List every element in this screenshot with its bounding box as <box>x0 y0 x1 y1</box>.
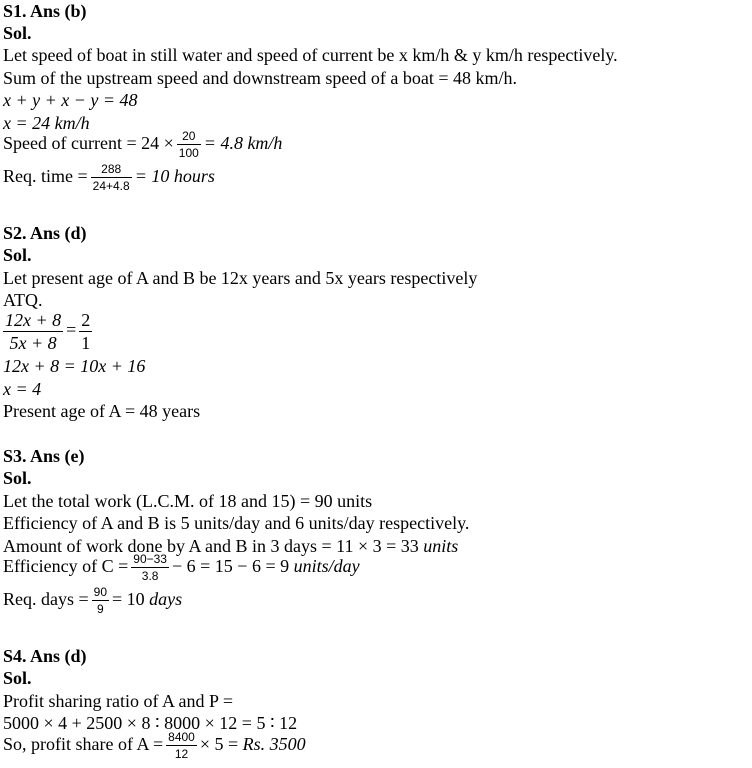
s1-line-5-fraction <box>177 130 201 160</box>
s3-line-3-unit: units <box>423 536 459 556</box>
s1-line-5-num: 20 <box>177 130 201 145</box>
s1-line-5-den: 100 <box>178 146 199 160</box>
s2-line-2: ATQ. <box>3 290 43 310</box>
s3-sol-label: Sol. <box>3 468 32 488</box>
s3-line-3-pre: Amount of work done by A and B in 3 days = 11 × 3 = 33 <box>3 536 419 556</box>
s3-line-4-fraction <box>131 553 169 583</box>
s1-heading: S1. Ans (b) <box>3 1 87 21</box>
s2-sol-label: Sol. <box>3 245 32 265</box>
s3-line-5 <box>3 586 182 616</box>
s3-line-5-den: 9 <box>96 602 104 616</box>
s2-line-5: Present age of A = 48 years <box>3 401 201 421</box>
s1-sol-label: Sol. <box>3 23 32 43</box>
s2-left-den: 5x + 8 <box>9 333 57 353</box>
s3-line-5-post: = 10 <box>112 589 145 610</box>
s4-line-2: 5000 × 4 + 2500 × 8 ∶ 8000 × 12 = 5 ∶ 12 <box>3 713 298 733</box>
s3-heading: S3. Ans (e) <box>3 446 85 466</box>
s3-line-4 <box>3 553 360 583</box>
s3-line-2: Efficiency of A and B is 5 units/day and 6 units/day respectively. <box>3 513 470 533</box>
s1-line-4: x = 24 km/h <box>3 113 90 133</box>
s2-line-1: Let present age of A and B be 12x years and 5x years respectively <box>3 268 478 288</box>
s4-line-3-num: 8400 <box>168 730 195 744</box>
s1-line-3: x + y + x − y = 48 <box>3 90 138 110</box>
s2-right-fraction <box>79 309 92 354</box>
s2-equals: = <box>66 319 77 340</box>
s2-line-4: x = 4 <box>3 379 42 399</box>
s4-line-3 <box>3 731 306 761</box>
s1-line-5 <box>3 130 282 160</box>
s4-line-3-den: 12 <box>174 747 189 761</box>
s1-line-6-num: 288 <box>91 163 132 178</box>
s2-left-num: 12x + 8 <box>5 310 62 330</box>
s4-sol-label: Sol. <box>3 668 32 688</box>
s2-line-3: 12x + 8 = 10x + 16 <box>3 356 146 376</box>
s3-line-5-unit: days <box>149 589 183 610</box>
s1-line-6-post: = 10 hours <box>134 166 215 187</box>
s2-line-fraction-eq <box>3 309 95 354</box>
s3-line-5-num: 90 <box>93 585 107 599</box>
s2-heading: S2. Ans (d) <box>3 223 87 243</box>
s1-line-6 <box>3 163 215 193</box>
s4-line-3-answer: Rs. 3500 <box>242 734 306 755</box>
s2-right-num: 2 <box>81 310 91 330</box>
s4-heading: S4. Ans (d) <box>3 646 87 666</box>
s3-line-4-unit: units/day <box>293 556 360 577</box>
s1-line-1: Let speed of boat in still water and speed of current be x km/h & y km/h respectively. <box>3 45 618 65</box>
s1-line-5-post: = 4.8 km/h <box>203 133 283 154</box>
s3-line-4-post: − 6 = 15 − 6 = 9 <box>171 556 290 577</box>
s3-line-5-pre: Req. days = <box>3 589 89 610</box>
s4-line-3-pre: So, profit share of A = <box>3 734 164 755</box>
s3-line-4-pre: Efficiency of C = <box>3 556 129 577</box>
s1-line-6-fraction <box>91 163 132 193</box>
s1-line-6-den: 24+4.8 <box>92 179 130 193</box>
s4-line-3-fraction <box>166 731 197 761</box>
s1-line-6-pre: Req. time = <box>3 166 88 187</box>
s3-line-1: Let the total work (L.C.M. of 18 and 15) = 90 units <box>3 491 373 511</box>
s1-line-5-pre: Speed of current = 24 × <box>3 133 174 154</box>
s4-line-3-post: × 5 = <box>199 734 239 755</box>
s2-left-fraction <box>3 309 63 354</box>
s3-line-4-den: 3.8 <box>141 569 159 583</box>
s4-line-1: Profit sharing ratio of A and P = <box>3 691 233 711</box>
s1-line-2: Sum of the upstream speed and downstream speed of a boat = 48 km/h. <box>3 68 518 88</box>
s3-line-4-num: 90−33 <box>133 552 167 566</box>
s2-right-den: 1 <box>81 333 91 353</box>
s3-line-5-fraction <box>92 586 109 616</box>
